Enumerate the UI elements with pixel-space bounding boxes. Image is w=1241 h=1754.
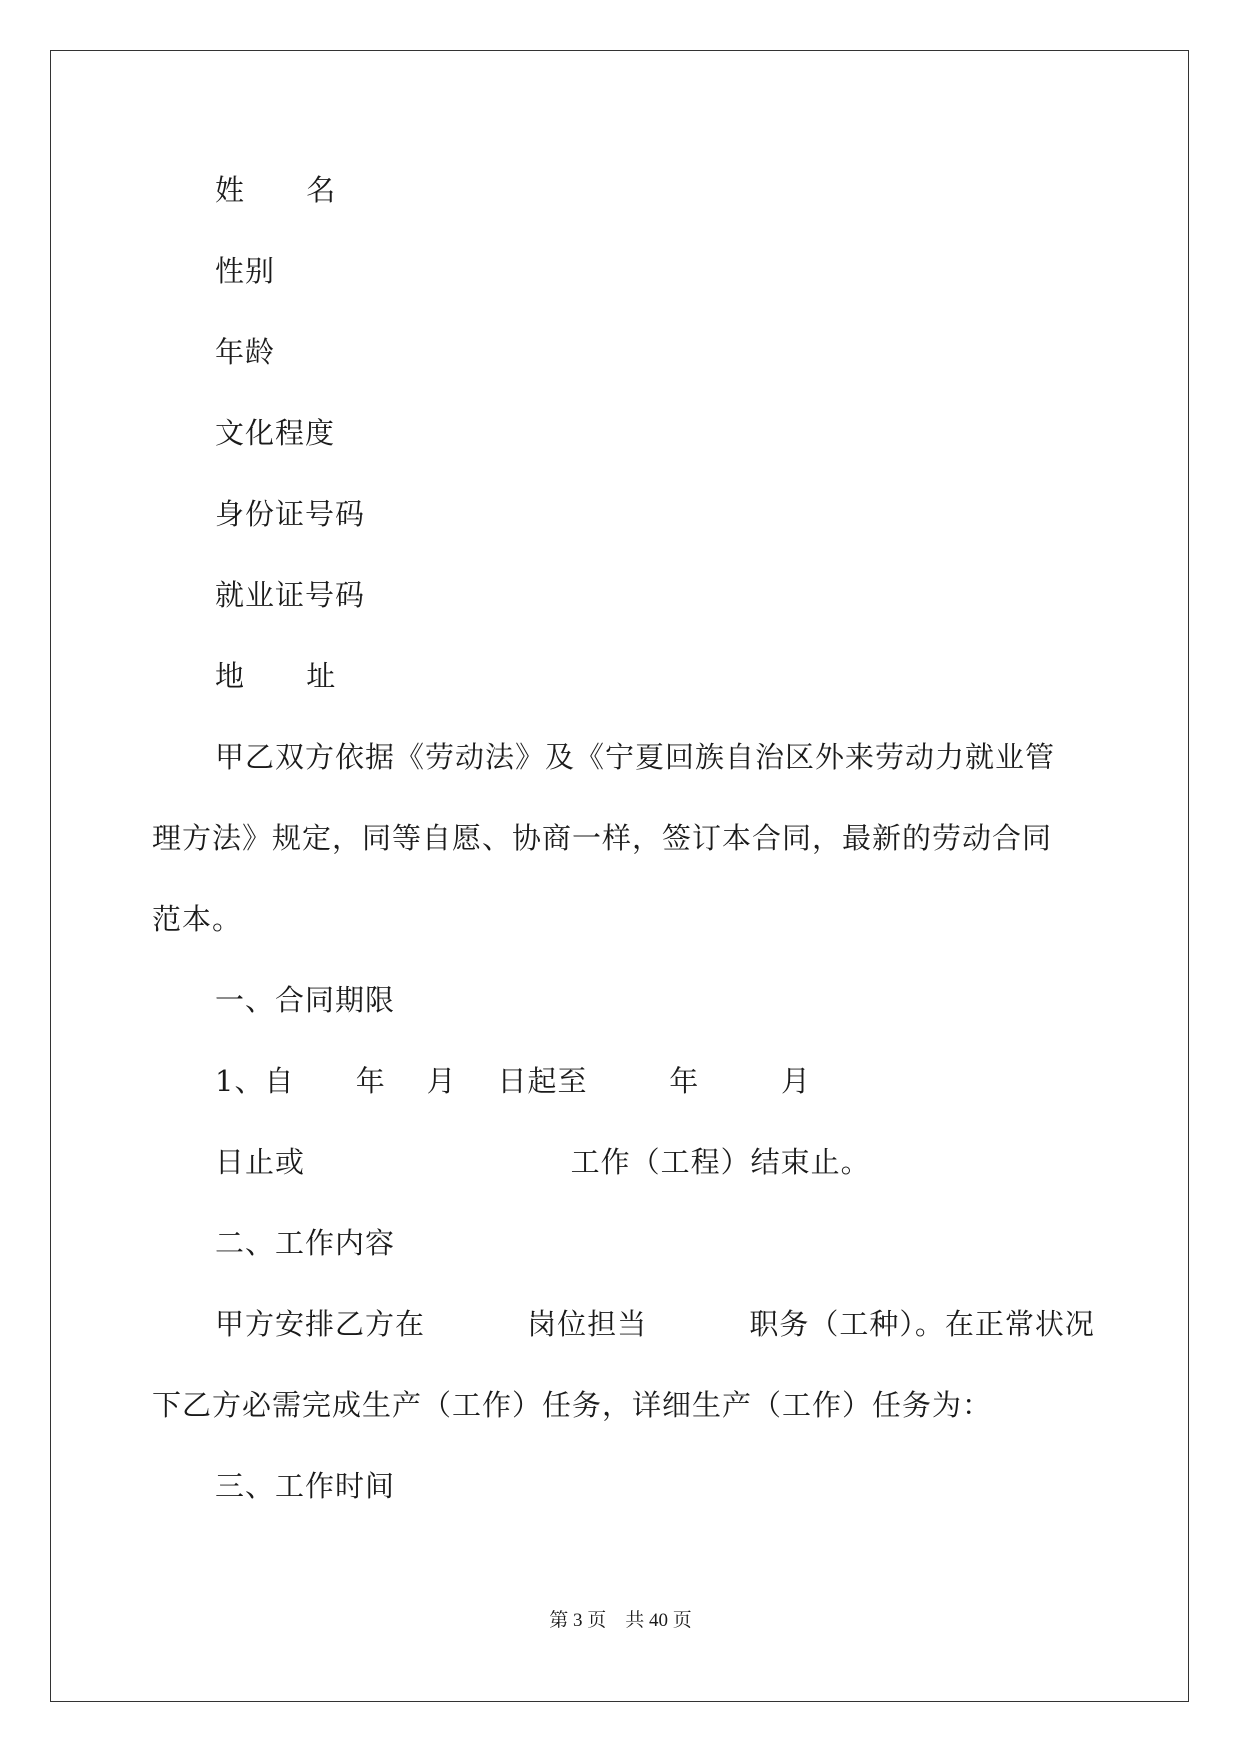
page-border [50, 50, 1189, 1702]
work-content-line-1: 甲方安排乙方在 岗位担当 职务（工种）。在正常状况 [215, 1307, 1095, 1341]
field-name-label: 姓 名 [215, 173, 337, 207]
preamble-line-2: 理方法》规定，同等自愿、协商一样，签订本合同，最新的劳动合同 [152, 821, 1053, 855]
page-footer [0, 1605, 1241, 1632]
field-education-label: 文化程度 [215, 416, 336, 450]
field-age-label: 年龄 [215, 335, 276, 369]
section-heading-work-content: 二、工作内容 [215, 1226, 396, 1260]
field-address-label: 地 址 [215, 659, 337, 693]
section-heading-term: 一、合同期限 [215, 983, 396, 1017]
preamble-line-3: 范本。 [152, 902, 243, 936]
term-clause-line-1: 1、自 年 月 日起至 年 月 [215, 1064, 811, 1098]
page-number: 第 3 页 共 40 页 [549, 1610, 692, 1631]
term-clause-line-2: 日止或 工作（工程）结束止。 [215, 1145, 871, 1179]
section-heading-work-hours: 三、工作时间 [215, 1469, 396, 1503]
field-id-number-label: 身份证号码 [215, 497, 366, 531]
preamble-line-1: 甲乙双方依据《劳动法》及《宁夏回族自治区外来劳动力就业管 [215, 740, 1056, 774]
field-employment-cert-label: 就业证号码 [215, 578, 366, 612]
work-content-line-2: 下乙方必需完成生产（工作）任务，详细生产（工作）任务为： [152, 1388, 993, 1422]
field-gender-label: 性别 [215, 254, 276, 288]
